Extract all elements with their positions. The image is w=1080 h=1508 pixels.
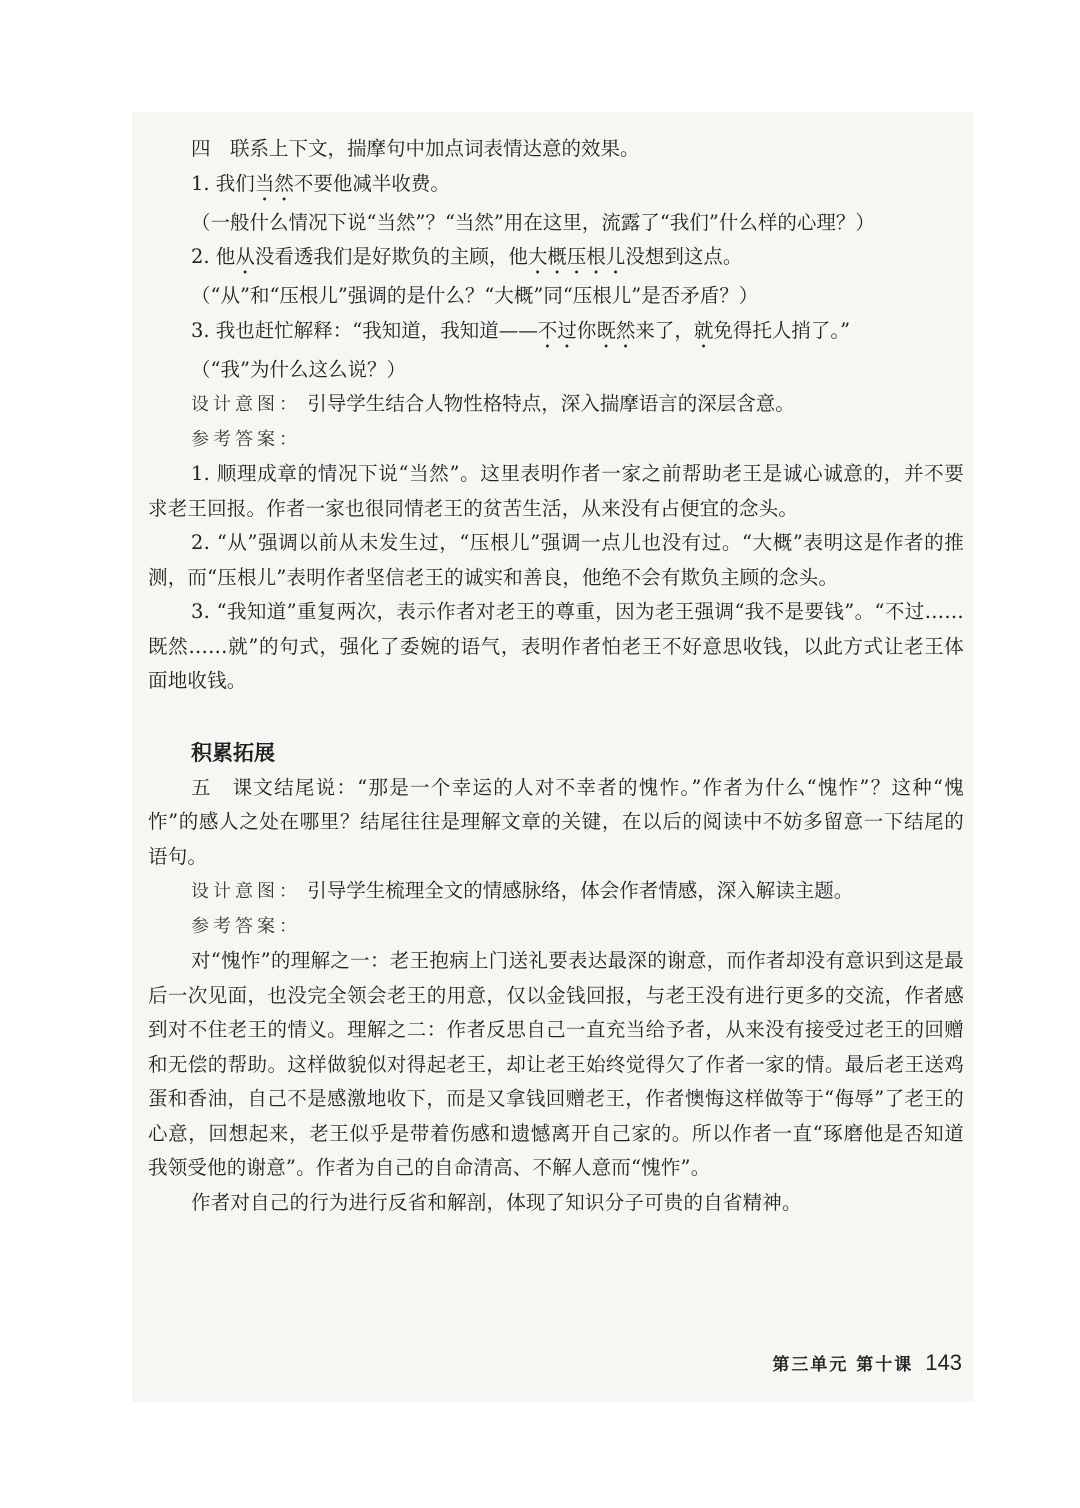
page-number: 143 — [925, 1350, 962, 1375]
design-intent-label: 设计意图： — [191, 881, 301, 902]
question-2-hint: （“从”和“压根儿”强调的是什么？“大概”同“压根儿”是否矛盾？） — [191, 284, 759, 307]
section-heading: 积累拓展 — [191, 740, 275, 765]
answer-paragraph-3: 3. “我知道”重复两次，表示作者对老王的尊重，因为老王强调“我不是要钱”。“不过……既然……就”的句式，强化了委婉的语气，表明作者怕老王不好意思收钱，以此方式让老王体面地收钱。 — [148, 600, 964, 692]
dotted-word: 就 — [693, 318, 714, 342]
question-3-text: 你 — [576, 318, 597, 342]
footer-unit-lesson: 第三单元 第十课 — [772, 1355, 914, 1375]
design-intent-text: 引导学生结合人物性格特点，深入揣摩语言的深层含意。 — [307, 392, 795, 415]
dotted-word: 既然 — [596, 318, 636, 342]
question-3-text: 免得托人捎了。” — [713, 318, 851, 342]
answer-label-4: 参考答案： — [191, 428, 301, 450]
question-1-text: 不要他减半收费。 — [293, 171, 450, 195]
question-3-text: 3. 我也赶忙解释：“我知道，我知道—— — [191, 318, 538, 342]
design-intent-5 — [148, 874, 964, 910]
question-3 — [148, 314, 964, 353]
answer-paragraph-5a: 对“愧怍”的理解之一：老王抱病上门送礼要表达最深的谢意，而作者却没有意识到这是最后一次见面，也没完全领会老王的用意，仅以金钱回报，与老王没有进行更多的交流，作者感到对不住老王的情义。理解之二：作者反思自己一直充当给予者，从来没有接受过老王的回赠和无偿的帮助。这样做貌似对得起老王，却让老王始终觉得欠了作者一家的情。最后老王送鸡蛋和香油，自己不是感激地收下，而是又拿钱回赠老王，作者懊悔这样做等于“侮辱”了老王的心意，回想起来，老王似乎是带着伤感和遗憾离开自己家的。所以作者一直“琢磨他是否知道我领受他的谢意”。作者为自己的自命清高、不解人意而“愧怍”。 — [148, 949, 964, 1179]
question-2-text: 没看透我们是好欺负的主顾，他 — [254, 245, 528, 268]
answer-paragraph-1: 1. 顺理成章的情况下说“当然”。这里表明作者一家之前帮助老王是诚心诚意的，并不要求老王回报。作者一家也很同情老王的贫苦生活，从来没有占便宜的念头。 — [148, 462, 964, 520]
design-intent-4 — [148, 387, 964, 423]
question-3-hint: （“我”为什么这么说？） — [191, 357, 406, 381]
page-footer — [772, 1350, 962, 1376]
page-content — [148, 132, 964, 1220]
question-1 — [148, 167, 964, 206]
question-3-text: 来了， — [635, 318, 694, 342]
answer-label-5: 参考答案： — [191, 915, 301, 937]
question-2 — [148, 240, 964, 279]
answer-paragraph-5b: 作者对自己的行为进行反省和解剖，体现了知识分子可贵的自省精神。 — [191, 1190, 802, 1214]
dotted-word: 当然 — [254, 171, 294, 195]
question-1-text: 1. 我们 — [191, 171, 255, 195]
section5-question: 五 课文结尾说：“那是一个幸运的人对不幸者的愧怍。”作者为什么“愧怍”？这种“愧怍”的感人之处在哪里？结尾往往是理解文章的关键，在以后的阅读中不妨多留意一下结尾的语句。 — [148, 775, 964, 868]
section4-title: 四 联系上下文，揣摩句中加点词表情达意的效果。 — [191, 137, 640, 160]
dotted-word: 不过 — [537, 318, 577, 342]
dotted-word: 从 — [235, 245, 255, 268]
dotted-word: 大概压根儿 — [527, 245, 626, 268]
design-intent-text: 引导学生梳理全文的情感脉络，体会作者情感，深入解读主题。 — [307, 879, 854, 902]
question-2-text: 2. 他 — [191, 245, 236, 268]
question-1-hint: （一般什么情况下说“当然”？“当然”用在这里，流露了“我们”什么样的心理？） — [191, 210, 875, 234]
design-intent-label: 设计意图： — [191, 394, 301, 415]
question-2-text: 没想到这点。 — [625, 245, 743, 268]
answer-paragraph-2: 2. “从”强调以前从未发生过，“压根儿”强调一点儿也没有过。“大概”表明这是作者的推测，而“压根儿”表明作者坚信老王的诚实和善良，他绝不会有欺负主顾的念头。 — [148, 531, 964, 589]
